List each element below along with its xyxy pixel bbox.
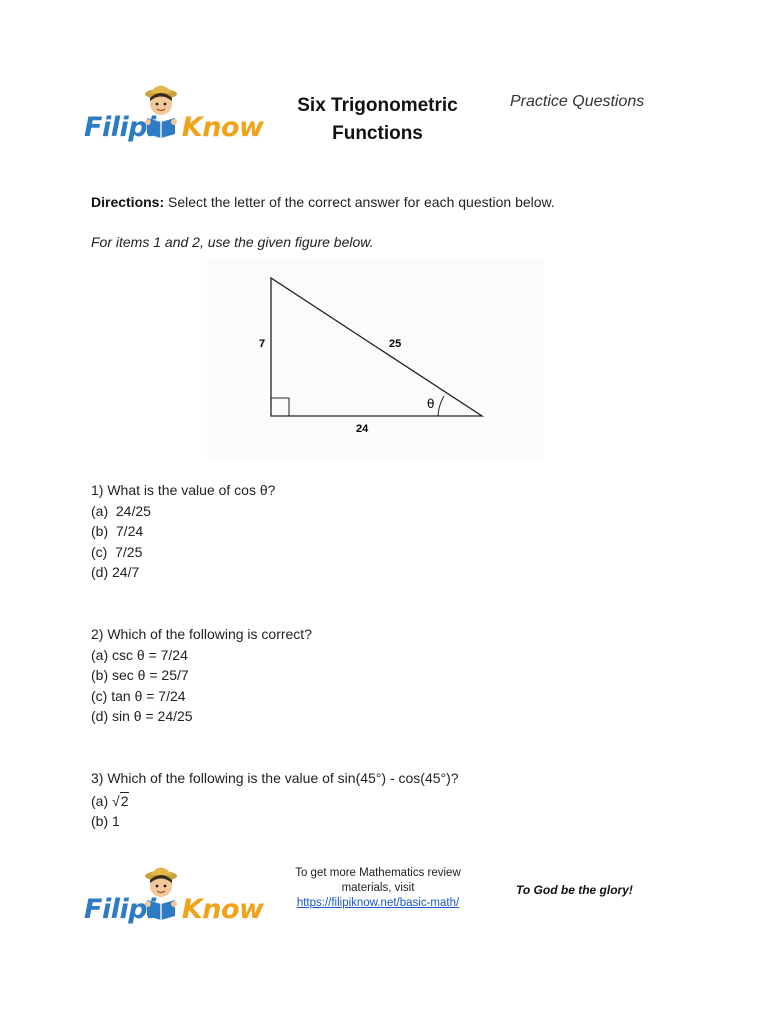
footer-filipiknow-logo [84,856,264,948]
question-prompt: 2) Which of the following is correct? [91,626,312,642]
side-label-base: 24 [356,423,369,435]
page-subtitle: Practice Questions [510,93,645,110]
footer-line-2: materials, visit [341,882,415,894]
answer-option: (b) 1 [91,813,120,830]
figure-instruction: For items 1 and 2, use the given figure below. [91,234,374,250]
question-prompt: 1) What is the value of cos θ? [91,482,276,498]
title-line-1: Six Trigonometric [297,95,458,116]
side-label-hypotenuse: 25 [389,338,402,350]
answer-option: (c) tan θ = 7/24 [91,687,186,704]
right-angle-marker [271,398,289,416]
question-prompt: 3) Which of the following is the value of sin(45°) - cos(45°)? [91,770,459,786]
footer-line-1: To get more Mathematics review [295,867,461,879]
answer-option: (a) 24/25 [91,502,151,519]
directions-text: Select the letter of the correct answer for each question below. [164,194,555,210]
question-3 [91,768,459,832]
angle-arc [438,396,444,416]
answer-option: (c) 7/25 [91,543,143,560]
radicand: 2 [120,792,129,809]
triangle-figure [207,258,543,458]
title-line-2: Functions [332,123,423,144]
angle-label-theta: θ [427,397,435,411]
square-root-symbol: √2 [112,792,129,809]
logo-text-filipi: Filipi [84,112,156,143]
logo-text-know: Know [181,112,264,143]
triangle-shape [271,278,482,416]
right-triangle-diagram [207,258,543,458]
footer-glory-text: To God be the glory! [516,883,633,897]
side-label-vertical: 7 [259,338,266,350]
question-2 [91,624,312,727]
directions-label: Directions: [91,194,165,210]
footer-note [282,866,474,911]
footer-link[interactable]: https://filipiknow.net/basic-math/ [296,897,460,909]
logo-text-know: Know [181,894,264,925]
page-title [280,92,475,148]
answer-option: (a) √2 [91,791,459,812]
answer-option: (b) sec θ = 25/7 [91,667,189,684]
logo-text-filipi: Filipi [84,894,156,925]
answer-option: (d) sin θ = 24/25 [91,708,193,725]
answer-option: (d) 24/7 [91,564,140,581]
directions [91,194,555,210]
answer-option: (a) csc θ = 7/24 [91,646,188,663]
question-1 [91,480,275,583]
filipiknow-logo [84,74,264,166]
answer-option: (b) 7/24 [91,523,144,540]
